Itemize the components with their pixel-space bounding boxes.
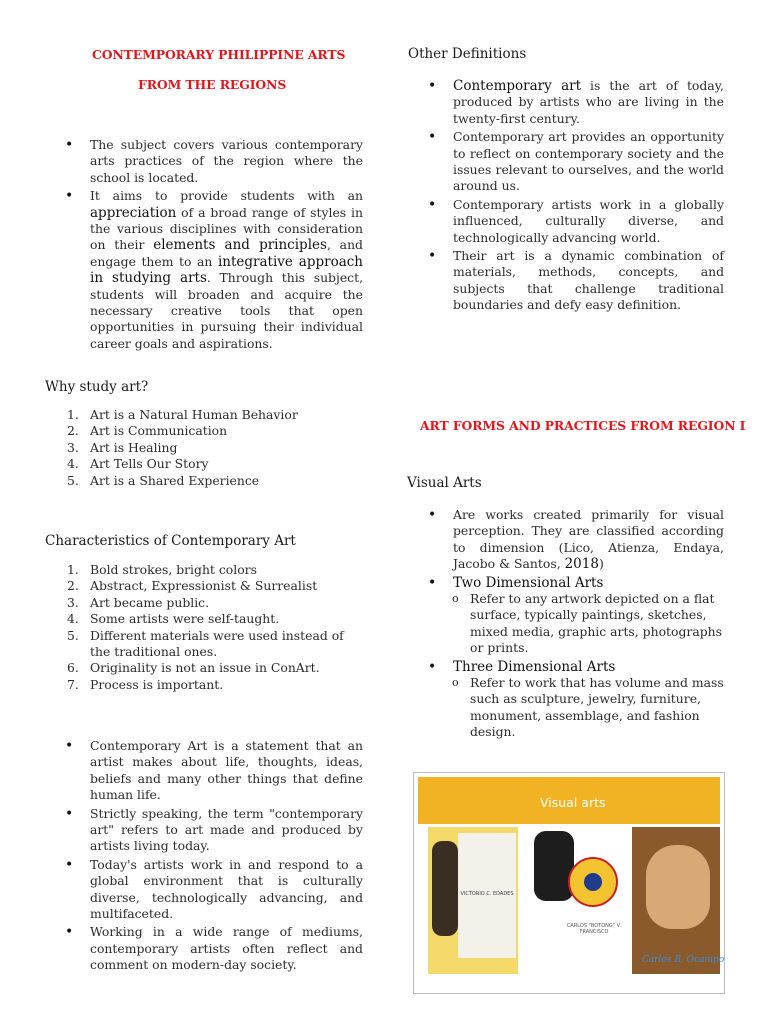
two-d-item: • Two Dimensional Arts o Refer to any artwork depicted on a flat surface, typically paintings, sketches, mixed media, graphic arts, photographs or prints. (408, 575, 724, 657)
notes-list (45, 738, 363, 976)
emblem-icon (568, 857, 618, 907)
region-heading: ART FORMS AND PRACTICES FROM REGION I (420, 418, 746, 433)
portrait-face (432, 841, 458, 936)
portrait-face (534, 831, 574, 901)
characteristics-list (45, 562, 363, 693)
char-item: 6. Originality is not an issue in ConArt. (67, 660, 320, 676)
portrait-face (646, 845, 710, 929)
why-item: 3. Art is Healing (67, 439, 178, 455)
char-item: 7. Process is important. (67, 676, 224, 692)
why-item: 4. Art Tells Our Story (67, 456, 209, 472)
three-d-desc: o Refer to work that has volume and mass such as sculpture, jewelry, furniture, monument, assemblage, and fashion design. (408, 675, 724, 741)
intro-item-2: • It aims to provide students with an appreciation of a broad range of styles in the various disciplines with consideration on their elements and principles, and engage them to an integrative approach in studying arts. Through this subject, students will broaden and acquire the necessary creative tools that open opportunities in pursuing their individual career goals and aspirations. (45, 188, 363, 352)
why-item: 1. Art is a Natural Human Behavior (67, 407, 298, 422)
characteristics-heading: Characteristics of Contemporary Art (45, 533, 296, 549)
book-cover-text: VICTORIO C. EDADES (460, 891, 514, 897)
visual-arts-heading: Visual Arts (407, 475, 482, 491)
definitions-list (408, 78, 724, 316)
visual-arts-list (408, 507, 724, 743)
note-item: • Today's artists work in and respond to a global environment that is culturally diverse, technologically advancing, and multifaceted. (45, 857, 363, 923)
three-d-item: • Three Dimensional Arts o Refer to work that has volume and mass such as sculpture, jewelry, furniture, monument, assemblage, and fashion design. (408, 659, 724, 741)
intro-item-1: • The subject covers various contemporary arts practices of the region where the school is located. (45, 137, 363, 186)
visual-def-item: • Are works created primarily for visual perception. They are classified according to dimension (Lico, Atienza, Endaya, Jacobo & Santos, 2018) (408, 507, 724, 573)
definition-item: • Contemporary art provides an opportunity to reflect on contemporary society and the issues relevant to ourselves, and the world around us. (408, 129, 724, 195)
char-item: 1. Bold strokes, bright colors (67, 562, 257, 577)
portrait-edades-image (428, 827, 518, 974)
intro-list (45, 137, 363, 354)
two-d-desc: o Refer to any artwork depicted on a flat surface, typically paintings, sketches, mixed media, graphic arts, photographs or prints. (408, 591, 724, 657)
portrait-francisco-image (530, 827, 624, 974)
why-item: 5. Art is a Shared Experience (67, 472, 260, 488)
panel-title: Visual arts (540, 795, 606, 810)
doc-title-line2: FROM THE REGIONS (138, 77, 287, 92)
note-item: • Strictly speaking, the term "contemporary art" refers to art made and produced by artists living today. (45, 806, 363, 855)
char-item: 5. Different materials were used instead of the traditional ones. (67, 627, 344, 660)
other-definitions-heading: Other Definitions (408, 46, 527, 62)
definition-item: • Contemporary artists work in a globally influenced, culturally diverse, and technologically advancing world. (408, 197, 724, 246)
book-cover (458, 833, 516, 958)
note-item: • Contemporary Art is a statement that an artist makes about life, thoughts, ideas, beliefs and many other things that define human life. (45, 738, 363, 804)
why-study-list (45, 407, 363, 489)
why-study-heading: Why study art? (45, 379, 149, 395)
why-item: 2. Art is Communication (67, 423, 228, 439)
portrait-ocampo-image (632, 827, 725, 974)
char-item: 3. Art became public. (67, 594, 210, 610)
doc-title-line1: CONTEMPORARY PHILIPPINE ARTS (92, 47, 346, 62)
two-d-sublist (453, 591, 724, 657)
char-item: 4. Some artists were self-taught. (67, 611, 280, 627)
three-d-sublist (453, 675, 724, 741)
portrait-signature: Carlos B. Ocampo (642, 955, 725, 965)
char-item: 2. Abstract, Expressionist & Surrealist (67, 578, 318, 594)
portrait-caption: CARLOS "BOTONG" V. FRANCISCO (566, 923, 622, 935)
definition-item: • Contemporary art is the art of today, produced by artists who are living in the twenty-first century. (408, 78, 724, 127)
definition-item: • Their art is a dynamic combination of materials, methods, concepts, and subjects that challenge traditional boundaries and defy easy definition. (408, 248, 724, 314)
note-item: • Working in a wide range of mediums, contemporary artists often reflect and comment on modern-day society. (45, 924, 363, 973)
visual-arts-image-panel (413, 772, 725, 994)
